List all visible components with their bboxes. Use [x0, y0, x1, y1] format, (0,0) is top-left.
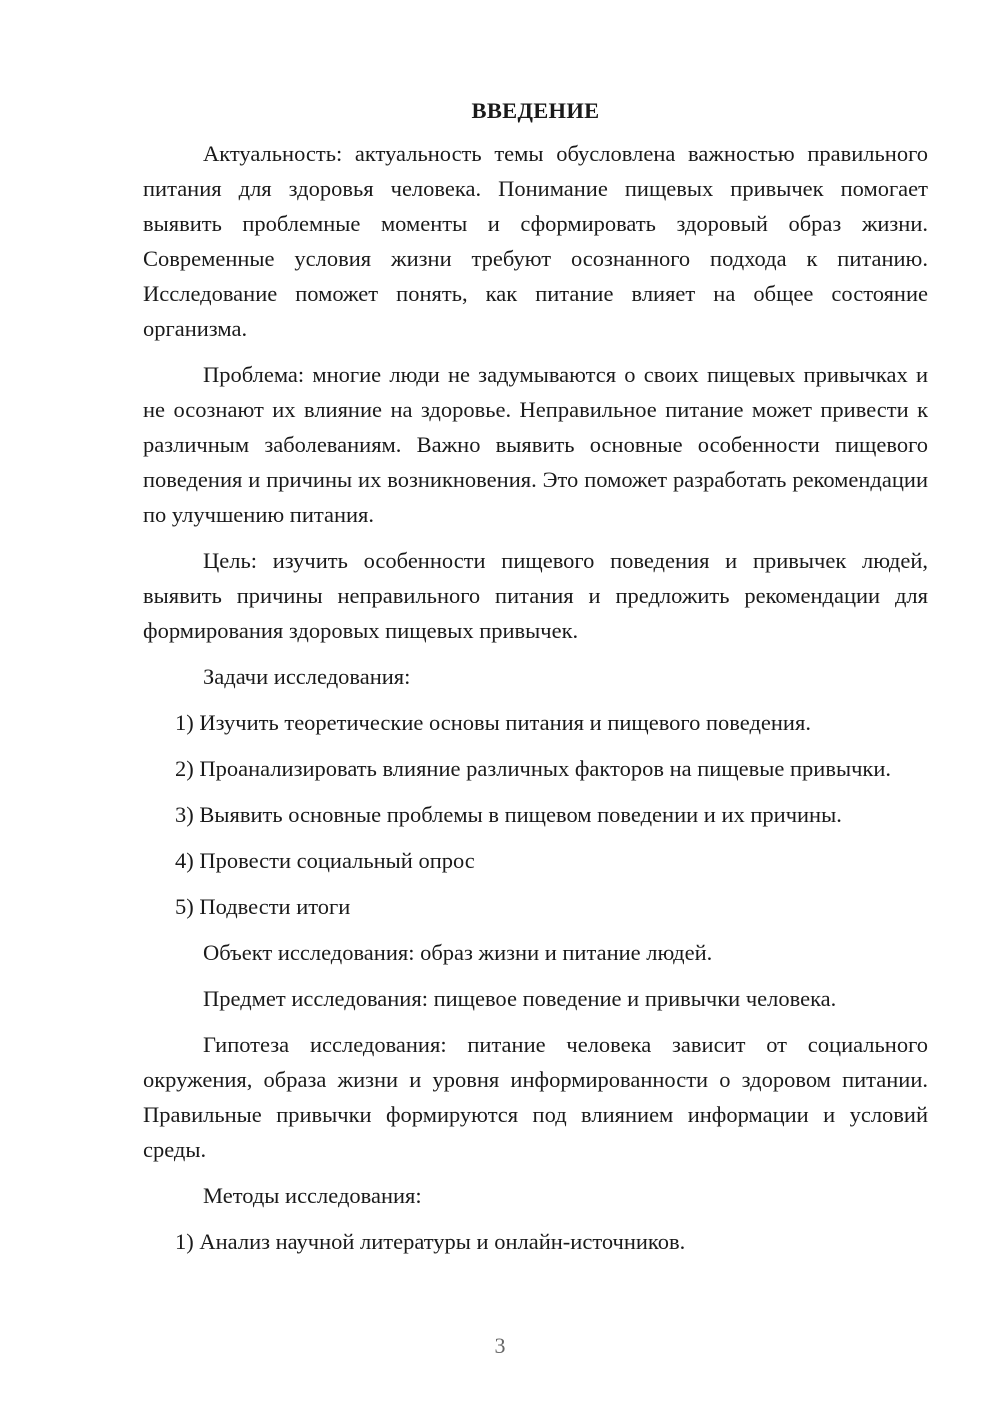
task-item: 5) Подвести итоги [175, 894, 351, 919]
page-content [143, 96, 928, 1270]
problem-paragraph: Проблема: многие люди не задумываются о своих пищевых привычках и не осознают их влияние на здоровье. Неправильное питание может привести к различным заболеваниям. Важно выявить основные особенности пищевого поведения и причины их возникновения. Это поможет разработать рекомендации по улучшению питания. [143, 362, 928, 527]
tasks-heading: Задачи исследования: [203, 664, 411, 689]
object-paragraph: Объект исследования: образ жизни и питание людей. [203, 940, 713, 965]
page-title: ВВЕДЕНИЕ [471, 98, 600, 123]
goal-paragraph: Цель: изучить особенности пищевого поведения и привычек людей, выявить причины неправильного питания и предложить рекомендации для формирования здоровых пищевых привычек. [143, 548, 928, 643]
task-item: 4) Провести социальный опрос [175, 848, 475, 873]
subject-paragraph: Предмет исследования: пищевое поведение и привычки человека. [203, 986, 837, 1011]
task-item: 1) Изучить теоретические основы питания и пищевого поведения. [175, 710, 811, 735]
relevance-paragraph: Актуальность: актуальность темы обусловлена важностью правильного питания для здоровья человека. Понимание пищевых привычек помогает выявить проблемные моменты и сформировать здоровый образ жизни. Современные условия жизни требуют осознанного подхода к питанию. Исследование поможет понять, как питание влияет на общее состояние организма. [143, 141, 928, 341]
hypothesis-paragraph: Гипотеза исследования: питание человека зависит от социального окружения, образа жизни и уровня информированности о здоровом питании. Правильные привычки формируются под влиянием информации и условий среды. [143, 1032, 928, 1162]
method-item: 1) Анализ научной литературы и онлайн-источников. [175, 1229, 686, 1254]
task-item: 3) Выявить основные проблемы в пищевом поведении и их причины. [175, 802, 842, 827]
methods-heading: Методы исследования: [203, 1183, 422, 1208]
task-item: 2) Проанализировать влияние различных факторов на пищевые привычки. [175, 756, 891, 781]
page-number: 3 [494, 1333, 506, 1358]
